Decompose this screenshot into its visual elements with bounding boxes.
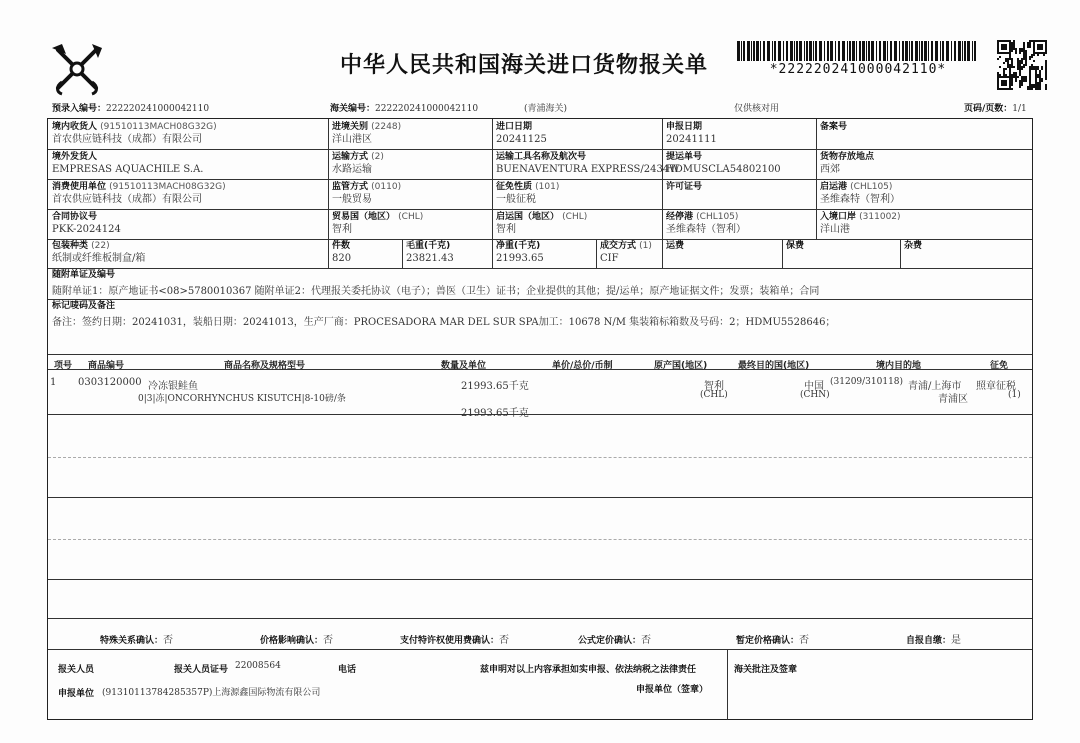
declare-date-label: 申报日期 <box>666 122 703 132</box>
item-dest: 中国 <box>804 381 824 392</box>
supervision-value: 一般贸易 <box>332 194 372 205</box>
origin-country-label: 启运国（地区） <box>496 212 560 222</box>
item-origin: 智利 <box>704 381 724 392</box>
misc-fee-label: 杂费 <box>904 241 923 251</box>
insurance-label: 保费 <box>786 241 805 251</box>
pieces-cell <box>332 241 351 265</box>
special-relation-label: 特殊关系确认： <box>100 636 164 646</box>
net-weight-label: 净重(千克) <box>496 241 541 251</box>
departure-port-cell <box>820 182 900 206</box>
remarks-label: 标记唛码及备注 <box>52 301 116 311</box>
self-pay-confirm <box>906 631 961 646</box>
entry-office-value: 洋山港区 <box>332 134 372 145</box>
consignee-label: 境内收货人 <box>52 122 98 132</box>
docs-cell <box>52 270 819 298</box>
origin-country-value: 智利 <box>496 224 516 235</box>
formula-price-confirm <box>578 631 651 646</box>
trade-country-cell <box>332 212 423 236</box>
consignee-code: (91510113MACH08G32G) <box>100 122 217 132</box>
misc-fee-cell <box>904 241 922 252</box>
customs-number <box>330 101 478 114</box>
contract-cell <box>52 212 121 236</box>
record-no-cell <box>820 122 847 133</box>
departure-port-label: 启运港 <box>820 182 848 192</box>
package-type-cell <box>52 241 145 265</box>
col-dest: 最终目的国(地区) <box>738 361 810 371</box>
item-domestic-1: 青浦/上海市 <box>908 381 962 392</box>
gross-weight-value: 23821.43 <box>406 253 454 264</box>
import-date-cell <box>496 122 547 146</box>
trade-country-code: (CHL) <box>398 212 424 222</box>
entry-port-cell <box>820 212 901 236</box>
phone-label: 电话 <box>338 665 357 675</box>
entry-port-code: (311002) <box>859 212 901 222</box>
departure-port-value: 圣维森特（智利） <box>820 194 900 205</box>
declarant-cert-label: 报关人员证号 <box>174 665 229 675</box>
consumer-cell <box>52 182 226 206</box>
storage-value: 西郊 <box>820 164 840 175</box>
storage-cell <box>820 152 874 176</box>
item-code: 0303120000 <box>78 377 142 388</box>
item-origin-code: (CHL) <box>700 390 728 400</box>
self-pay-value: 是 <box>951 635 962 646</box>
col-price: 单价/总价/币制 <box>552 361 613 371</box>
bill-no-value: HDMUSCLA54802100 <box>666 164 781 175</box>
item-dest-code: (CHN) <box>800 390 830 400</box>
entry-port-label: 入境口岸 <box>820 212 857 222</box>
deal-mode-code: (1) <box>639 241 652 251</box>
col-name: 商品名称及规格型号 <box>224 361 306 371</box>
transport-mode-cell <box>332 152 384 176</box>
price-effect-confirm <box>260 631 333 646</box>
levy-nature-value: 一般征税 <box>496 194 536 205</box>
trade-country-label: 贸易国（地区） <box>332 212 396 222</box>
item-domestic-code: (31209/310118) <box>830 377 904 387</box>
vessel-value: BUENAVENTURA EXPRESS/2434W <box>496 164 680 175</box>
royalty-label: 支付特许权使用费确认： <box>400 636 500 646</box>
supervision-code: (0110) <box>371 182 402 192</box>
customs-number-label: 海关编号： <box>330 104 376 114</box>
entry-office-code: (2248) <box>371 122 402 132</box>
pre-entry-number <box>52 101 209 114</box>
pre-entry-label: 预录入编号： <box>52 104 107 114</box>
entry-office-label: 进境关别 <box>332 122 369 132</box>
package-type-code: (22) <box>91 241 110 251</box>
gross-weight-label: 毛重(千克) <box>406 241 451 251</box>
supervision-label: 监管方式 <box>332 182 369 192</box>
trade-country-value: 智利 <box>332 224 352 235</box>
consignee-value: 首农供应链科技（成都）有限公司 <box>52 134 202 145</box>
package-type-label: 包装种类 <box>52 241 89 251</box>
provisional-price-label: 暂定价格确认： <box>736 636 800 646</box>
item-qty-1: 21993.65千克 <box>461 381 529 392</box>
royalty-value: 否 <box>499 635 510 646</box>
item-name: 冷冻银鲑鱼 <box>148 381 198 392</box>
price-effect-label: 价格影响确认： <box>260 636 324 646</box>
transit-port-value: 圣维森特（智利） <box>666 224 746 235</box>
docs-value: 随附单证1：原产地证书<08>5780010367 随附单证2：代理报关委托协议（电子）；兽医（卫生）证书；企业提供的其他；提/运单；原产地证据文件；发票；装箱单；合同 <box>52 286 820 297</box>
license-label: 许可证号 <box>666 182 703 192</box>
supervision-cell <box>332 182 401 206</box>
import-date-value: 20241125 <box>496 134 547 145</box>
shipper-label: 境外发货人 <box>52 152 98 162</box>
package-type-value: 纸制或纤维板制盒/箱 <box>52 253 146 264</box>
transit-port-label: 经停港 <box>666 212 694 222</box>
col-qty: 数量及单位 <box>441 361 487 371</box>
entry-port-value: 洋山港 <box>820 224 850 235</box>
declare-unit-label: 申报单位 <box>58 689 95 699</box>
declaration-form <box>47 118 1033 720</box>
levy-nature-cell <box>496 182 559 206</box>
license-cell <box>666 182 702 193</box>
bill-no-cell <box>666 152 781 176</box>
col-domestic: 境内目的地 <box>876 361 922 371</box>
consumer-code: (91510113MACH08G32G) <box>109 182 226 192</box>
customs-emblem-icon <box>48 40 106 98</box>
declare-unit-value: (91310113784285357P)上海源鑫国际物流有限公司 <box>102 688 321 698</box>
seal-label: 申报单位（签章） <box>636 685 709 695</box>
page-number <box>964 101 1027 114</box>
formula-price-label: 公式定价确认： <box>578 636 642 646</box>
deal-mode-cell <box>600 241 652 265</box>
col-code: 商品编号 <box>88 361 125 371</box>
entry-office-cell <box>332 122 401 146</box>
freight-label: 运费 <box>666 241 685 251</box>
page-value: 1/1 <box>1012 104 1027 114</box>
consumer-value: 首农供应链科技（成都）有限公司 <box>52 194 202 205</box>
remarks-cell <box>52 301 835 329</box>
bill-no-label: 提运单号 <box>666 152 703 162</box>
item-qty-2: 21993.65千克 <box>461 408 529 419</box>
provisional-price-confirm <box>736 631 809 646</box>
levy-nature-code: (101) <box>535 182 560 192</box>
vessel-cell <box>496 152 679 176</box>
item-levy: 照章征税 <box>976 381 1016 392</box>
formula-price-value: 否 <box>641 635 652 646</box>
transport-mode-label: 运输方式 <box>332 152 369 162</box>
transit-port-cell <box>666 212 746 236</box>
col-origin: 原产国(地区) <box>654 361 708 371</box>
col-no: 项号 <box>54 361 73 371</box>
legal-statement: 兹申明对以上内容承担如实申报、依法纳税之法律责任 <box>480 665 697 675</box>
net-weight-value: 21993.65 <box>496 253 544 264</box>
customs-office-name: (青浦海关) <box>524 104 568 114</box>
consignee-cell <box>52 122 217 146</box>
verify-note: 仅供核对用 <box>734 104 780 114</box>
deal-mode-label: 成交方式 <box>600 241 637 251</box>
declare-date-value: 20241111 <box>666 134 717 145</box>
contract-value: PKK-2024124 <box>52 224 121 235</box>
vessel-label: 运输工具名称及航次号 <box>496 152 587 162</box>
pieces-label: 件数 <box>332 241 351 251</box>
import-date-label: 进口日期 <box>496 122 533 132</box>
insurance-cell <box>786 241 804 252</box>
barcode-text: *222220241000042110* <box>769 62 947 77</box>
consumer-label: 消费使用单位 <box>52 182 107 192</box>
page-label: 页码/页数： <box>964 104 1013 114</box>
approval-label: 海关批注及签章 <box>734 665 798 675</box>
gross-weight-cell <box>406 241 454 265</box>
special-relation-value: 否 <box>163 635 174 646</box>
transit-port-code: (CHL105) <box>696 212 739 222</box>
pieces-value: 820 <box>332 253 352 264</box>
page-title: 中华人民共和国海关进口货物报关单 <box>340 53 709 78</box>
departure-port-code: (CHL105) <box>850 182 893 192</box>
item-levy-code: (1) <box>1008 390 1021 400</box>
provisional-price-value: 否 <box>799 635 810 646</box>
declarant-label: 报关人员 <box>58 665 95 675</box>
declare-date-cell <box>666 122 717 146</box>
deal-mode-value: CIF <box>600 253 619 264</box>
customs-number-value: 222220241000042110 <box>375 104 479 114</box>
item-spec: 0|3|冻|ONCORHYNCHUS KISUTCH|8-10磅/条 <box>138 394 346 404</box>
qr-code-icon <box>997 40 1047 90</box>
item-domestic-2: 青浦区 <box>938 394 968 405</box>
freight-cell <box>666 241 684 252</box>
royalty-confirm <box>400 631 509 646</box>
record-no-label: 备案号 <box>820 122 848 132</box>
transport-mode-code: (2) <box>371 152 384 162</box>
price-effect-value: 否 <box>323 635 334 646</box>
declarant-cert-value: 22008564 <box>235 661 281 671</box>
net-weight-cell <box>496 241 544 265</box>
col-levy: 征免 <box>990 361 1009 371</box>
levy-nature-label: 征免性质 <box>496 182 533 192</box>
pre-entry-value: 222220241000042110 <box>106 104 210 114</box>
docs-label: 随附单证及编号 <box>52 270 116 280</box>
origin-country-cell <box>496 212 587 236</box>
storage-label: 货物存放地点 <box>820 152 875 162</box>
origin-country-code: (CHL) <box>562 212 588 222</box>
contract-label: 合同协议号 <box>52 212 98 222</box>
special-relation-confirm <box>100 631 173 646</box>
barcode-icon <box>737 41 979 61</box>
item-no: 1 <box>50 377 57 388</box>
transport-mode-value: 水路运输 <box>332 164 372 175</box>
remarks-value: 备注：签约日期：20241031，装船日期：20241013，生产厂商：PROCESADORA MAR DEL SUR SPA加工：10678 N/M 集装箱标箱数及号码：2；HDMU5528646； <box>52 317 836 328</box>
shipper-cell <box>52 152 203 176</box>
self-pay-label: 自报自缴： <box>906 636 952 646</box>
shipper-value: EMPRESAS AQUACHILE S.A. <box>52 164 204 175</box>
